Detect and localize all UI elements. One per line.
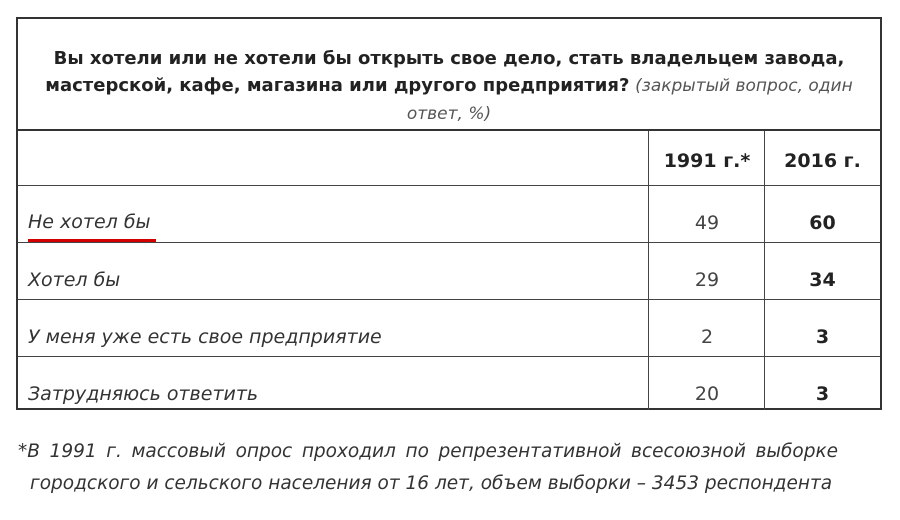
row-label — [28, 211, 151, 233]
value-1991: 20 — [694, 383, 720, 405]
header-2016: 2016 г. — [784, 150, 861, 172]
row-divider — [18, 356, 880, 357]
question-text: Вы хотели или не хотели бы открыть свое дело, стать владельцем завода, мастерской, кафе, магазина или другого предприятия? — [45, 48, 845, 96]
value-2016: 3 — [815, 383, 830, 405]
row-label-text: Не хотел бы — [28, 211, 151, 233]
row-label: Хотел бы — [28, 269, 121, 291]
row-label: Затрудняюсь ответить — [28, 383, 259, 405]
row-divider — [18, 242, 880, 243]
footnote — [18, 436, 838, 500]
survey-table — [16, 17, 882, 410]
header-1991: 1991 г.* — [663, 150, 751, 172]
value-2016: 34 — [809, 269, 836, 291]
value-1991: 29 — [694, 269, 720, 291]
value-2016: 3 — [815, 326, 830, 348]
value-1991: 49 — [694, 212, 720, 234]
value-1991: 2 — [700, 326, 714, 348]
question-note: (закрытый вопрос, один ответ, %) — [406, 76, 853, 124]
row-label: У меня уже есть свое предприятие — [28, 326, 382, 348]
value-2016: 60 — [809, 212, 836, 234]
row-divider — [18, 299, 880, 300]
footnote-line-2: городского и сельского населения от 16 лет, объем выборки – 3453 респондента — [30, 473, 833, 494]
table-title — [18, 19, 880, 131]
highlight-underline — [28, 239, 156, 242]
footnote-line-1: *В 1991 г. массовый опрос проходил по репрезентативной всесоюзной выборке — [18, 441, 838, 462]
